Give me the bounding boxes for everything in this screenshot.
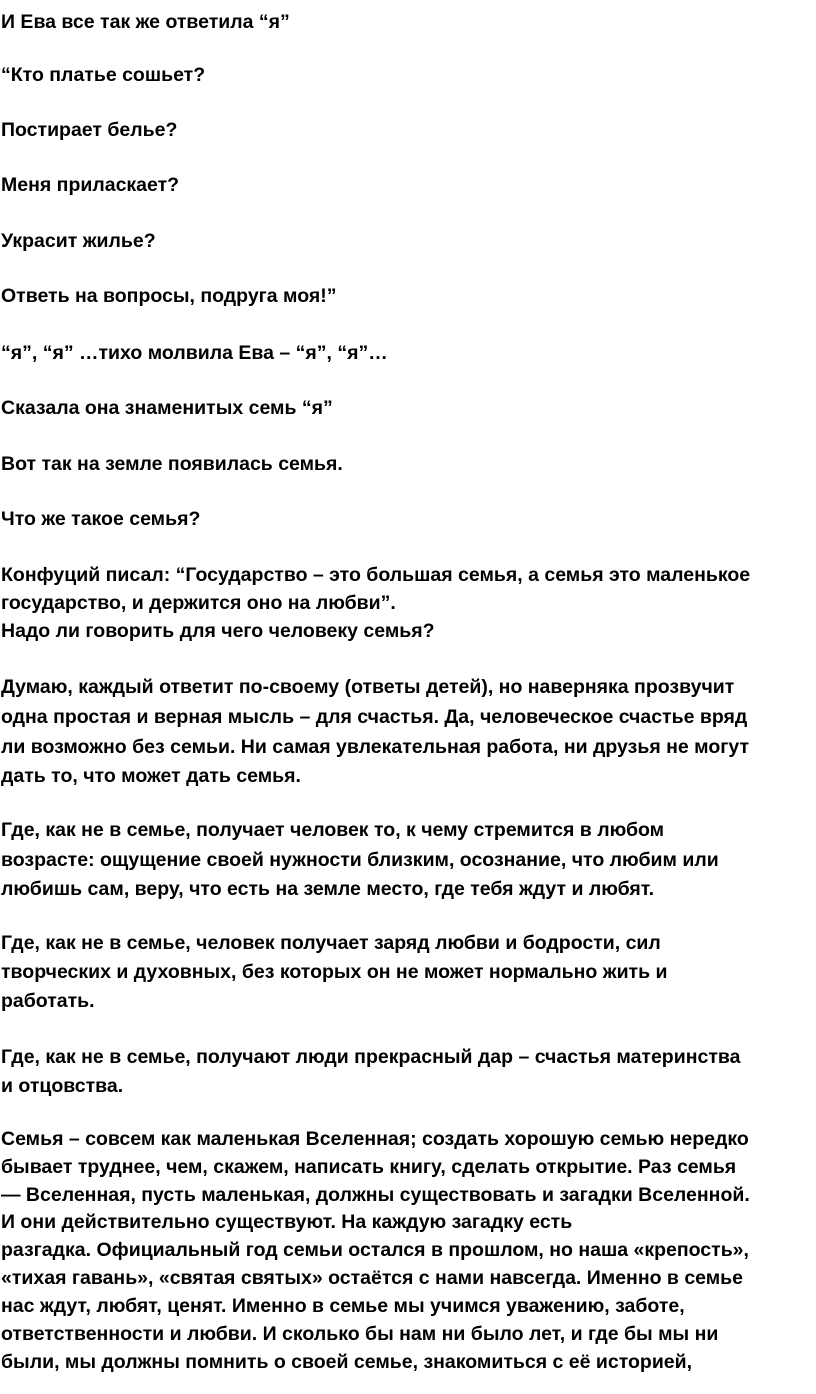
text-line: были, мы должны помнить о своей семье, знакомиться с её историей, — [1, 1351, 693, 1373]
text-line: разгадка. Официальный год семьи остался в прошлом, но наша «крепость», — [1, 1239, 749, 1261]
text-line: “я”, “я” …тихо молвила Ева – “я”, “я”… — [1, 342, 388, 364]
text-line: одна простая и верная мысль – для счастья. Да, человеческое счастье вряд — [1, 706, 748, 728]
text-line: Вот так на земле появилась семья. — [1, 453, 343, 475]
text-line: — Вселенная, пусть маленькая, должны существовать и загадки Вселенной. — [1, 1184, 750, 1206]
text-line: Что же такое семья? — [1, 508, 201, 530]
text-line: бывает труднее, чем, скажем, написать книгу, сделать открытие. Раз семья — [1, 1156, 737, 1178]
text-line: Конфуций писал: “Государство – это большая семья, а семья это маленькое — [1, 564, 751, 586]
text-line: работать. — [1, 990, 95, 1012]
text-line: «тихая гавань», «святая святых» остаётся с нами навсегда. Именно в семье — [1, 1267, 744, 1289]
text-line: И они действительно существуют. На каждую загадку есть — [1, 1211, 573, 1233]
text-line: нас ждут, любят, ценят. Именно в семье мы учимся уважению, заботе, — [1, 1295, 685, 1317]
text-line: государство, и держится оно на любви”. — [1, 592, 396, 614]
text-line: Ответь на вопросы, подруга моя!” — [1, 285, 337, 307]
text-line: Семья – совсем как маленькая Вселенная; создать хорошую семью нередко — [1, 1128, 749, 1150]
text-line: И Ева все так же ответила “я” — [1, 11, 290, 33]
text-line: Где, как не в семье, человек получает заряд любви и бодрости, сил — [1, 932, 661, 954]
text-line: Меня приласкает? — [1, 174, 180, 196]
text-line: “Кто платье сошьет? — [1, 64, 206, 86]
text-line: ответственности и любви. И сколько бы нам ни было лет, и где бы мы ни — [1, 1323, 719, 1345]
text-line: возрасте: ощущение своей нужности близким, осознание, что любим или — [1, 849, 719, 871]
text-line: и отцовства. — [1, 1075, 124, 1097]
text-line: Постирает белье? — [1, 119, 178, 141]
text-line: Где, как не в семье, получает человек то, к чему стремится в любом — [1, 819, 665, 841]
text-line: Надо ли говорить для чего человеку семья? — [1, 620, 435, 642]
text-line: творческих и духовных, без которых он не может нормально жить и — [1, 961, 668, 983]
text-line: Думаю, каждый ответит по-своему (ответы детей), но наверняка прозвучит — [1, 676, 735, 698]
text-line: Украсит жилье? — [1, 230, 156, 252]
text-line: любишь сам, веру, что есть на земле место, где тебя ждут и любят. — [1, 878, 655, 900]
text-line: Где, как не в семье, получают люди прекрасный дар – счастья материнства — [1, 1046, 741, 1068]
text-line: Сказала она знаменитых семь “я” — [1, 397, 333, 419]
text-line: дать то, что может дать семья. — [1, 765, 301, 787]
text-line: ли возможно без семьи. Ни самая увлекательная работа, ни друзья не могут — [1, 736, 749, 758]
